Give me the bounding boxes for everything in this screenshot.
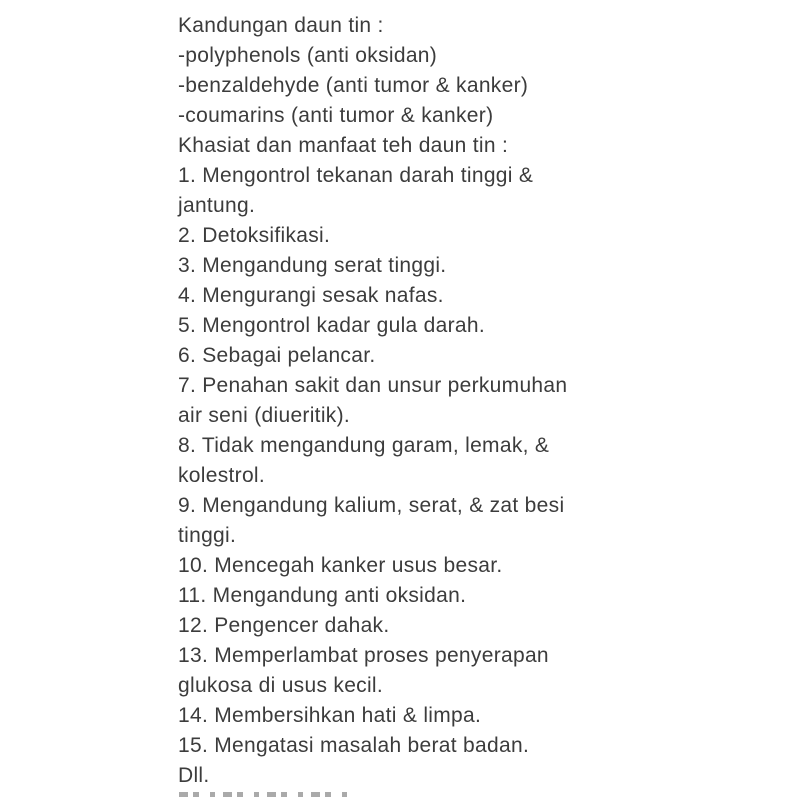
text-line: 12. Pengencer dahak.	[178, 614, 390, 637]
text-line: tinggi.	[178, 524, 237, 547]
text-line: -benzaldehyde (anti tumor & kanker)	[178, 74, 529, 97]
text-line: 2. Detoksifikasi.	[178, 224, 331, 247]
text-line: -coumarins (anti tumor & kanker)	[178, 104, 494, 127]
text-line: 4. Mengurangi sesak nafas.	[178, 284, 444, 307]
text-line: Kandungan daun tin :	[178, 14, 384, 37]
text-line: Khasiat dan manfaat teh daun tin :	[178, 134, 509, 157]
text-line: 7. Penahan sakit dan unsur perkumuhan	[178, 374, 568, 397]
text-line: 6. Sebagai pelancar.	[178, 344, 376, 367]
text-line: 14. Membersihkan hati & limpa.	[178, 704, 482, 727]
text-line: kolestrol.	[178, 464, 266, 487]
clipped-text-line	[179, 792, 347, 797]
text-line: 11. Mengandung anti oksidan.	[178, 584, 467, 607]
text-line: -polyphenols (anti oksidan)	[178, 44, 438, 67]
text-line: 13. Memperlambat proses penyerapan	[178, 644, 549, 667]
text-line: 9. Mengandung kalium, serat, & zat besi	[178, 494, 565, 517]
text-line: 8. Tidak mengandung garam, lemak, &	[178, 434, 550, 457]
text-line: Dll.	[178, 764, 210, 787]
text-line: 15. Mengatasi masalah berat badan.	[178, 734, 530, 757]
text-line: 1. Mengontrol tekanan darah tinggi &	[178, 164, 534, 187]
text-line: 3. Mengandung serat tinggi.	[178, 254, 447, 277]
text-line: air seni (diueritik).	[178, 404, 351, 427]
text-line: glukosa di usus kecil.	[178, 674, 384, 697]
product-description-text	[178, 11, 648, 791]
text-line: 10. Mencegah kanker usus besar.	[178, 554, 503, 577]
text-line: jantung.	[178, 194, 256, 217]
text-line: 5. Mengontrol kadar gula darah.	[178, 314, 485, 337]
